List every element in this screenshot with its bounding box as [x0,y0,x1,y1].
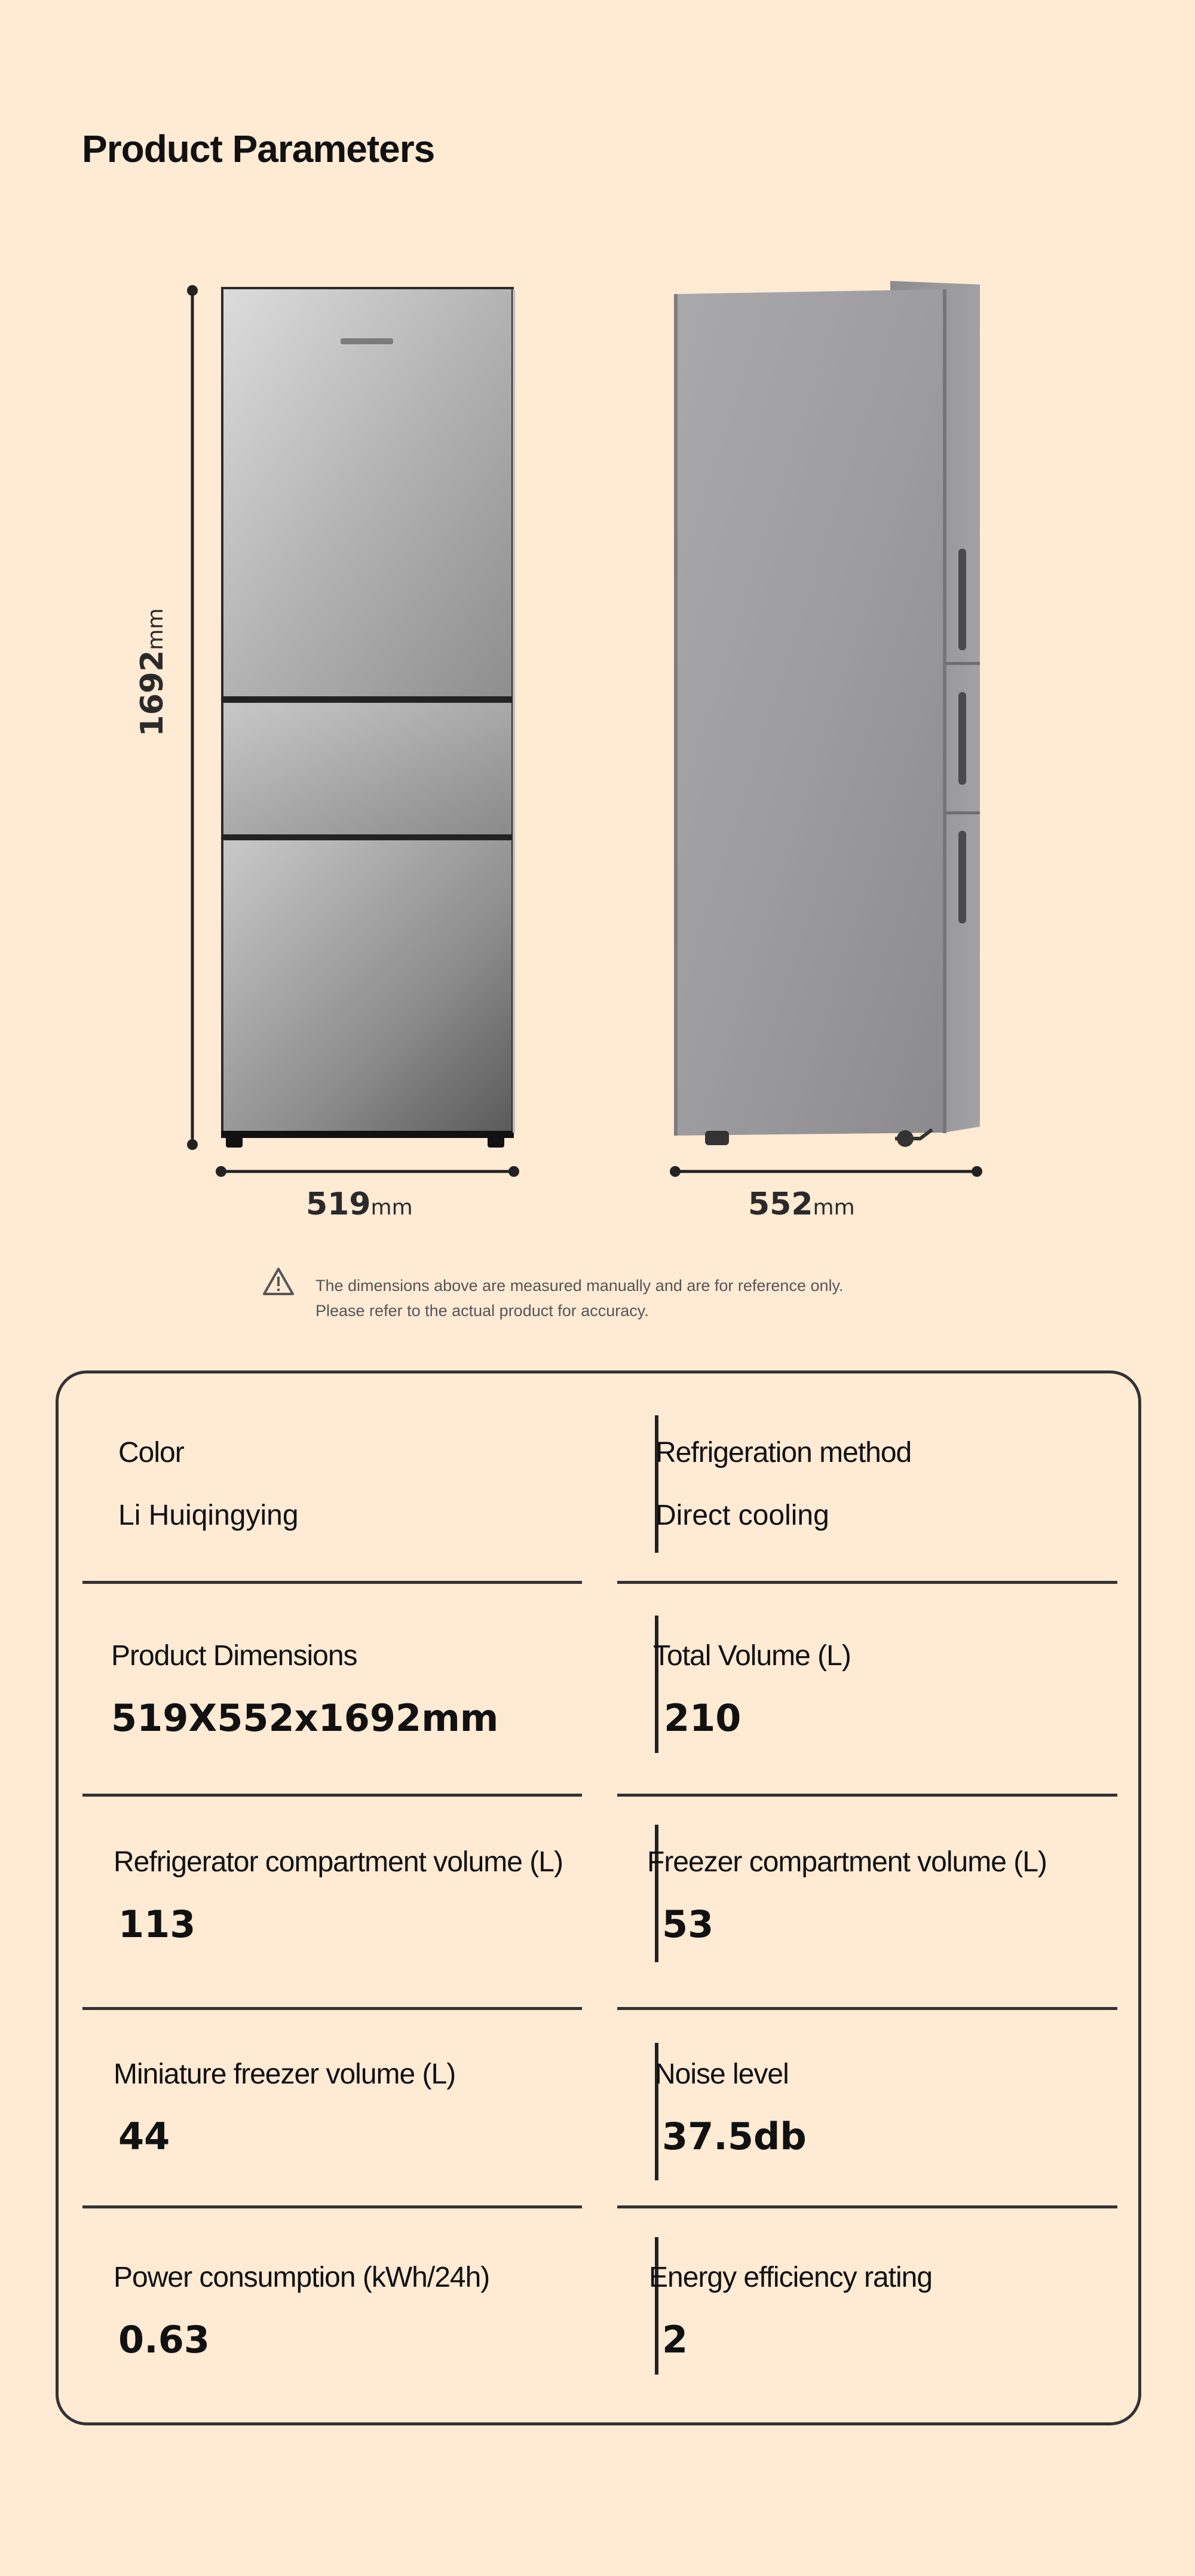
depth-dimension-line [670,1166,982,1177]
spec-value: 0.63 [118,2318,210,2361]
width-dimension-label [306,1186,413,1222]
spec-value: 53 [662,1902,714,1946]
spec-value: 113 [118,1902,196,1946]
width-unit: mm [370,1195,413,1220]
row-divider [82,1794,582,1797]
spec-label: Color [118,1437,184,1468]
spec-label: Miniature freezer volume (L) [114,2058,456,2090]
spec-value: Li Huiqingying [118,1500,299,1531]
spec-product-dimensions [111,1639,498,1740]
spec-value: 210 [664,1696,741,1740]
width-value: 519 [306,1186,371,1222]
depth-value: 552 [748,1186,813,1222]
spec-color [118,1436,299,1532]
spec-power-consumption [114,2261,489,2361]
spec-value: 37.5db [662,2115,807,2158]
fridge-side-view [674,281,980,1147]
spec-label: Freezer compartment volume (L) [647,1846,1047,1878]
spec-value: Direct cooling [655,1500,829,1531]
row-divider [82,1581,582,1584]
spec-refrigerator-volume [114,1846,563,1946]
spec-noise-level [655,2058,807,2158]
fridge-front-view [221,287,514,1148]
spec-label: Product Dimensions [111,1640,357,1672]
height-value: 1692 [134,650,170,737]
spec-value: 2 [662,2318,688,2361]
depth-unit: mm [813,1195,855,1220]
row-divider [617,2205,1117,2208]
spec-value: 44 [118,2115,170,2158]
warning-icon [263,1267,294,1296]
row-divider [617,2007,1117,2010]
spec-label: Refrigeration method [655,1437,912,1468]
dimension-disclaimer [315,1273,844,1323]
spec-label: Refrigerator compartment volume (L) [114,1846,563,1878]
spec-label: Energy efficiency rating [649,2262,933,2293]
row-divider [82,2007,582,2010]
height-dimension-label [134,608,170,737]
spec-table [56,1370,1141,2425]
spec-freezer-volume [647,1846,1047,1946]
spec-miniature-freezer-volume [114,2058,455,2158]
spec-label: Total Volume (L) [653,1640,851,1672]
spec-total-volume [653,1639,851,1740]
spec-value: 519X552x1692mm [111,1696,499,1740]
spec-energy-efficiency-rating [649,2261,932,2361]
spec-label: Power consumption (kWh/24h) [114,2262,490,2293]
spec-label: Noise level [655,2058,789,2090]
spec-refrigeration-method [655,1436,911,1532]
disclaimer-line-2: Please refer to the actual product for accuracy. [315,1302,649,1320]
row-divider [82,2205,582,2208]
page-title: Product Parameters [82,127,435,170]
row-divider [617,1794,1117,1797]
depth-dimension-label [748,1186,855,1222]
width-dimension-line [216,1166,519,1177]
disclaimer-line-1: The dimensions above are measured manually and are for reference only. [315,1277,844,1295]
height-unit: mm [143,608,168,650]
row-divider [617,1581,1117,1584]
height-dimension-line [187,285,198,1150]
